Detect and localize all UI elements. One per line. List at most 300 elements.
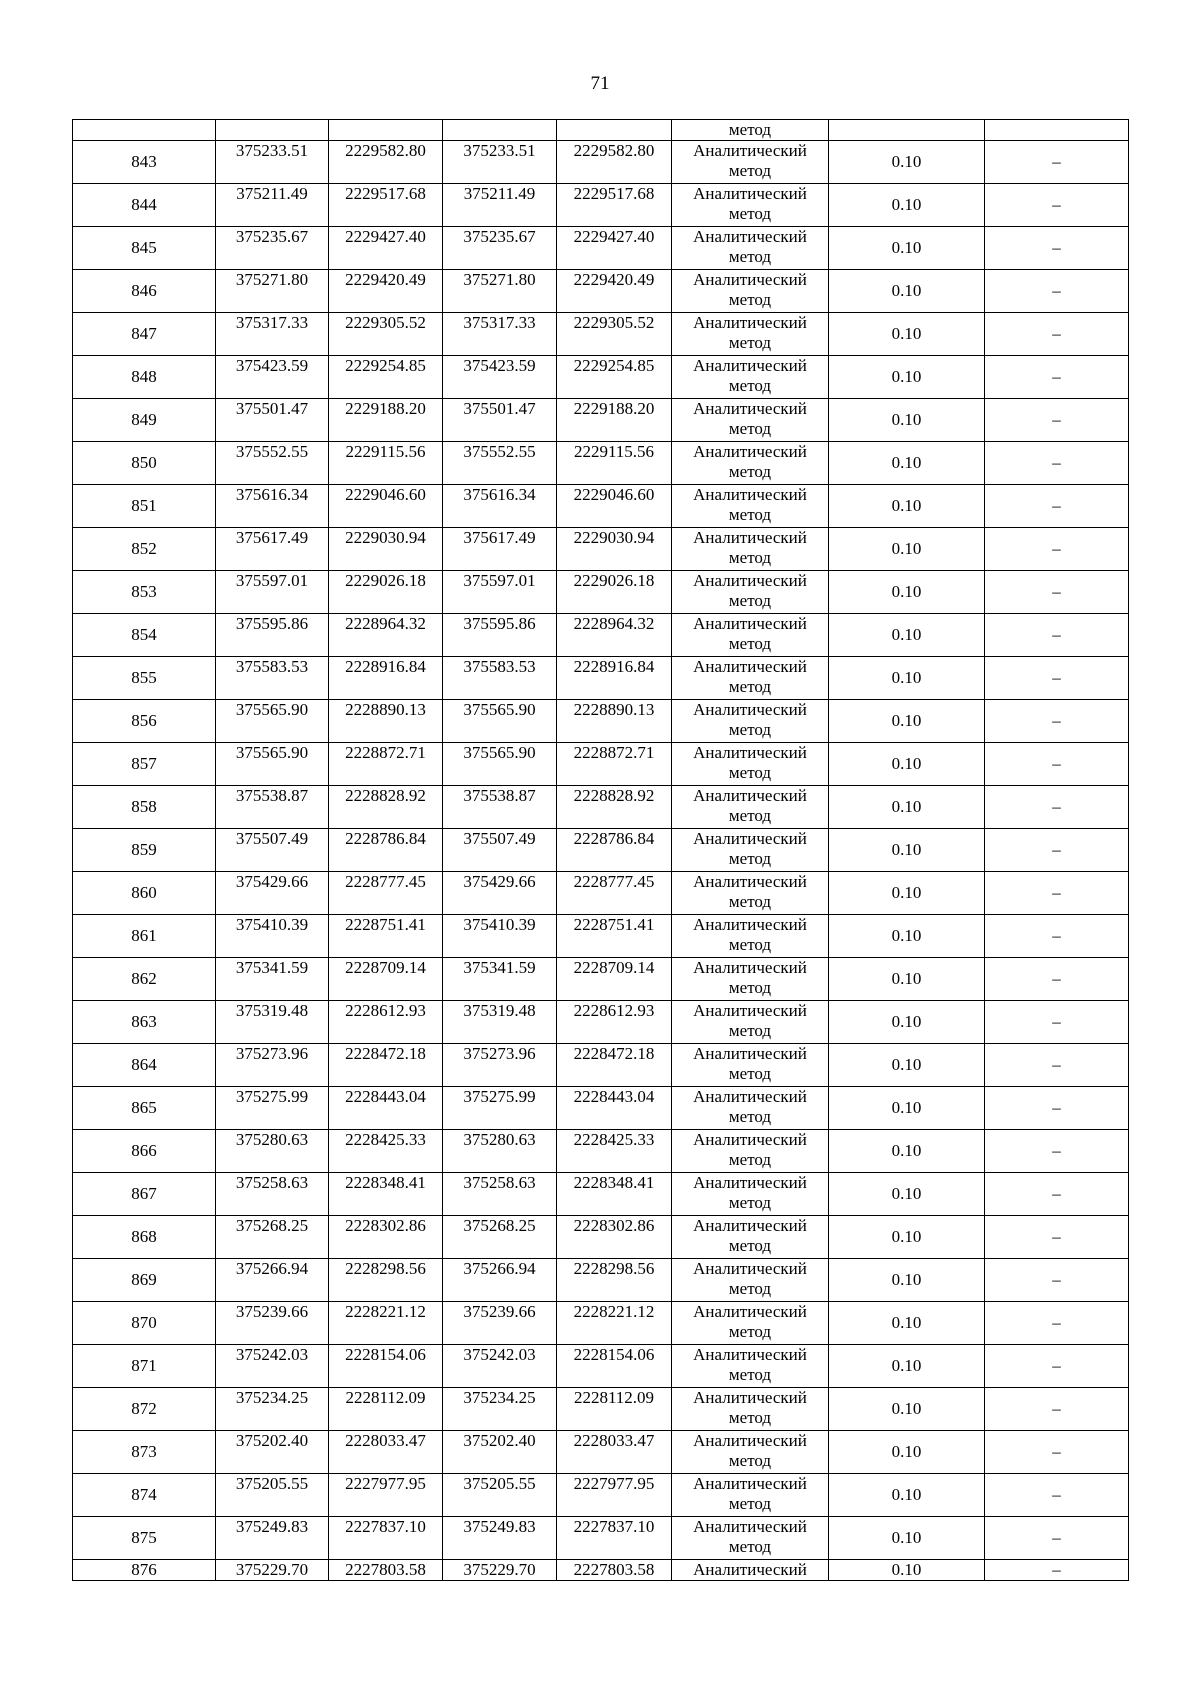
- method-line: метод: [728, 1021, 772, 1040]
- note-cell: –: [985, 1259, 1129, 1302]
- y-coordinate-cell: 2228154.06: [329, 1345, 443, 1388]
- method-cell: [672, 1345, 829, 1388]
- x-coordinate-cell: 375205.55: [443, 1474, 557, 1517]
- method-line: метод: [728, 1365, 772, 1384]
- method-line: Аналитический: [693, 571, 807, 590]
- point-number-cell: 865: [73, 1087, 216, 1130]
- y-coordinate-cell: 2228112.09: [557, 1388, 672, 1431]
- accuracy-cell: 0.10: [829, 141, 985, 184]
- y-coordinate-cell: 2229026.18: [557, 571, 672, 614]
- method-cell: [672, 1130, 829, 1173]
- accuracy-cell: 0.10: [829, 442, 985, 485]
- method-cell: [672, 1173, 829, 1216]
- x-coordinate-cell: 375268.25: [216, 1216, 329, 1259]
- x-coordinate-cell: 375341.59: [443, 958, 557, 1001]
- method-line: метод: [728, 290, 772, 309]
- method-line: метод: [728, 591, 772, 610]
- x-coordinate-cell: 375429.66: [216, 872, 329, 915]
- table-row: [73, 958, 1129, 1001]
- note-cell: –: [985, 141, 1129, 184]
- x-coordinate-cell: 375275.99: [216, 1087, 329, 1130]
- accuracy-cell: 0.10: [829, 657, 985, 700]
- method-line: метод: [728, 376, 772, 395]
- method-line: Аналитический: [693, 614, 807, 633]
- table-row: [73, 571, 1129, 614]
- accuracy-cell: 0.10: [829, 227, 985, 270]
- x-coordinate-cell: 375583.53: [443, 657, 557, 700]
- y-coordinate-cell: 2229115.56: [557, 442, 672, 485]
- method-line: Аналитический: [693, 1259, 807, 1278]
- y-coordinate-cell: 2228786.84: [329, 829, 443, 872]
- method-cell: [672, 1216, 829, 1259]
- accuracy-cell: 0.10: [829, 1173, 985, 1216]
- method-cell: [672, 1388, 829, 1431]
- method-line: Аналитический: [693, 915, 807, 934]
- method-cell: [672, 356, 829, 399]
- method-continuation-cell: метод: [672, 120, 829, 141]
- x-coordinate-cell: 375317.33: [216, 313, 329, 356]
- y-coordinate-cell: 2227837.10: [329, 1517, 443, 1560]
- accuracy-cell: 0.10: [829, 915, 985, 958]
- method-line: метод: [728, 204, 772, 223]
- y-coordinate-cell: 2229030.94: [557, 528, 672, 571]
- note-cell: –: [985, 1302, 1129, 1345]
- accuracy-cell: 0.10: [829, 399, 985, 442]
- y-coordinate-cell: 2228890.13: [557, 700, 672, 743]
- table-row: [73, 1173, 1129, 1216]
- y-coordinate-cell: 2228298.56: [329, 1259, 443, 1302]
- method-line: метод: [728, 1408, 772, 1427]
- y-coordinate-cell: 2228751.41: [557, 915, 672, 958]
- note-cell: –: [985, 1001, 1129, 1044]
- method-cell: [672, 872, 829, 915]
- x-coordinate-cell: 375616.34: [216, 485, 329, 528]
- method-line: Аналитический: [693, 313, 807, 332]
- note-cell: –: [985, 399, 1129, 442]
- point-number-cell: 867: [73, 1173, 216, 1216]
- method-cell: [672, 227, 829, 270]
- y-coordinate-cell: 2228298.56: [557, 1259, 672, 1302]
- method-line: метод: [728, 806, 772, 825]
- method-cell: [672, 1431, 829, 1474]
- x-coordinate-cell: 375565.90: [443, 743, 557, 786]
- table-row: [73, 356, 1129, 399]
- y-coordinate-cell: 2227803.58: [329, 1560, 443, 1581]
- x-coordinate-cell: 375595.86: [216, 614, 329, 657]
- page-number: 71: [590, 73, 610, 94]
- point-number-cell: 874: [73, 1474, 216, 1517]
- x-coordinate-cell: 375423.59: [443, 356, 557, 399]
- method-line: метод: [728, 763, 772, 782]
- y-coordinate-cell: 2229427.40: [557, 227, 672, 270]
- method-cell: [672, 829, 829, 872]
- note-cell: –: [985, 614, 1129, 657]
- x-coordinate-cell: 375552.55: [216, 442, 329, 485]
- method-line: метод: [728, 1107, 772, 1126]
- x-coordinate-cell: 375205.55: [216, 1474, 329, 1517]
- note-cell: –: [985, 872, 1129, 915]
- method-cell: [672, 1560, 829, 1581]
- method-cell: [672, 442, 829, 485]
- x-coordinate-cell: 375258.63: [443, 1173, 557, 1216]
- table-row: [73, 1087, 1129, 1130]
- accuracy-cell: 0.10: [829, 1560, 985, 1581]
- y-coordinate-cell: 2229254.85: [329, 356, 443, 399]
- table-row: [73, 528, 1129, 571]
- table-row: [73, 657, 1129, 700]
- point-number-cell: 871: [73, 1345, 216, 1388]
- y-coordinate-cell: 2228709.14: [329, 958, 443, 1001]
- x-coordinate-cell: 375410.39: [443, 915, 557, 958]
- method-cell: [672, 1001, 829, 1044]
- x-coordinate-cell: 375273.96: [443, 1044, 557, 1087]
- method-line: Аналитический: [693, 1302, 807, 1321]
- method-line: Аналитический: [693, 958, 807, 977]
- cell-empty: [829, 120, 985, 141]
- y-coordinate-cell: 2229030.94: [329, 528, 443, 571]
- y-coordinate-cell: 2229517.68: [557, 184, 672, 227]
- point-number-cell: 856: [73, 700, 216, 743]
- accuracy-cell: 0.10: [829, 1431, 985, 1474]
- x-coordinate-cell: 375249.83: [216, 1517, 329, 1560]
- accuracy-cell: 0.10: [829, 1216, 985, 1259]
- point-number-cell: 849: [73, 399, 216, 442]
- y-coordinate-cell: 2228751.41: [329, 915, 443, 958]
- x-coordinate-cell: 375202.40: [216, 1431, 329, 1474]
- y-coordinate-cell: 2228443.04: [329, 1087, 443, 1130]
- x-coordinate-cell: 375211.49: [443, 184, 557, 227]
- note-cell: –: [985, 184, 1129, 227]
- x-coordinate-cell: 375233.51: [443, 141, 557, 184]
- x-coordinate-cell: 375616.34: [443, 485, 557, 528]
- y-coordinate-cell: 2228348.41: [557, 1173, 672, 1216]
- method-line: Аналитический: [693, 1517, 807, 1536]
- x-coordinate-cell: 375595.86: [443, 614, 557, 657]
- method-line: метод: [728, 505, 772, 524]
- x-coordinate-cell: 375234.25: [216, 1388, 329, 1431]
- x-coordinate-cell: 375202.40: [443, 1431, 557, 1474]
- method-line: метод: [728, 1494, 772, 1513]
- method-line: Аналитический: [693, 872, 807, 891]
- x-coordinate-cell: 375617.49: [216, 528, 329, 571]
- y-coordinate-cell: 2229305.52: [329, 313, 443, 356]
- table-row: [73, 1474, 1129, 1517]
- note-cell: –: [985, 829, 1129, 872]
- note-cell: –: [985, 270, 1129, 313]
- method-line: Аналитический: [693, 227, 807, 246]
- y-coordinate-cell: 2228221.12: [557, 1302, 672, 1345]
- cell-empty: [985, 120, 1129, 141]
- x-coordinate-cell: 375239.66: [216, 1302, 329, 1345]
- method-line: Аналитический: [693, 184, 807, 203]
- x-coordinate-cell: 375239.66: [443, 1302, 557, 1345]
- method-cell: [672, 743, 829, 786]
- x-coordinate-cell: 375501.47: [216, 399, 329, 442]
- y-coordinate-cell: 2228777.45: [329, 872, 443, 915]
- table-row: [73, 872, 1129, 915]
- accuracy-cell: 0.10: [829, 270, 985, 313]
- y-coordinate-cell: 2229582.80: [557, 141, 672, 184]
- accuracy-cell: 0.10: [829, 1087, 985, 1130]
- x-coordinate-cell: 375429.66: [443, 872, 557, 915]
- x-coordinate-cell: 375538.87: [443, 786, 557, 829]
- y-coordinate-cell: 2228786.84: [557, 829, 672, 872]
- method-line: метод: [728, 978, 772, 997]
- method-line: метод: [728, 1322, 772, 1341]
- accuracy-cell: 0.10: [829, 1259, 985, 1302]
- method-cell: [672, 614, 829, 657]
- cell-empty: [73, 120, 216, 141]
- y-coordinate-cell: 2228890.13: [329, 700, 443, 743]
- accuracy-cell: 0.10: [829, 184, 985, 227]
- point-number-cell: 862: [73, 958, 216, 1001]
- x-coordinate-cell: 375235.67: [443, 227, 557, 270]
- method-line: метод: [728, 1064, 772, 1083]
- x-coordinate-cell: 375565.90: [443, 700, 557, 743]
- note-cell: –: [985, 1345, 1129, 1388]
- y-coordinate-cell: 2228472.18: [557, 1044, 672, 1087]
- accuracy-cell: 0.10: [829, 958, 985, 1001]
- method-cell: [672, 571, 829, 614]
- method-cell: [672, 313, 829, 356]
- method-line: Аналитический: [693, 1216, 807, 1235]
- point-number-cell: 843: [73, 141, 216, 184]
- y-coordinate-cell: 2229254.85: [557, 356, 672, 399]
- x-coordinate-cell: 375565.90: [216, 700, 329, 743]
- y-coordinate-cell: 2228916.84: [557, 657, 672, 700]
- x-coordinate-cell: 375565.90: [216, 743, 329, 786]
- point-number-cell: 853: [73, 571, 216, 614]
- y-coordinate-cell: 2228033.47: [329, 1431, 443, 1474]
- x-coordinate-cell: 375249.83: [443, 1517, 557, 1560]
- accuracy-cell: 0.10: [829, 356, 985, 399]
- point-number-cell: 857: [73, 743, 216, 786]
- table-body: [73, 120, 1129, 1581]
- table-row: [73, 270, 1129, 313]
- y-coordinate-cell: 2229427.40: [329, 227, 443, 270]
- method-cell: [672, 485, 829, 528]
- accuracy-cell: 0.10: [829, 1388, 985, 1431]
- y-coordinate-cell: 2228872.71: [557, 743, 672, 786]
- x-coordinate-cell: 375271.80: [216, 270, 329, 313]
- y-coordinate-cell: 2229420.49: [557, 270, 672, 313]
- point-number-cell: 859: [73, 829, 216, 872]
- continuation-row: [73, 120, 1129, 141]
- x-coordinate-cell: 375266.94: [216, 1259, 329, 1302]
- x-coordinate-cell: 375423.59: [216, 356, 329, 399]
- method-cell: [672, 184, 829, 227]
- accuracy-cell: 0.10: [829, 1130, 985, 1173]
- x-coordinate-cell: 375552.55: [443, 442, 557, 485]
- point-number-cell: 868: [73, 1216, 216, 1259]
- accuracy-cell: 0.10: [829, 1345, 985, 1388]
- table-row: [73, 399, 1129, 442]
- method-line: метод: [728, 849, 772, 868]
- method-line: Аналитический: [693, 1044, 807, 1063]
- table-row: [73, 915, 1129, 958]
- table-row: [73, 227, 1129, 270]
- note-cell: –: [985, 1216, 1129, 1259]
- point-number-cell: 863: [73, 1001, 216, 1044]
- y-coordinate-cell: 2229305.52: [557, 313, 672, 356]
- cell-empty: [329, 120, 443, 141]
- method-line: Аналитический: [693, 1087, 807, 1106]
- x-coordinate-cell: 375234.25: [443, 1388, 557, 1431]
- point-number-cell: 860: [73, 872, 216, 915]
- x-coordinate-cell: 375507.49: [216, 829, 329, 872]
- method-line: Аналитический: [693, 528, 807, 547]
- table-row: [73, 184, 1129, 227]
- accuracy-cell: 0.10: [829, 829, 985, 872]
- y-coordinate-cell: 2228425.33: [557, 1130, 672, 1173]
- point-number-cell: 847: [73, 313, 216, 356]
- y-coordinate-cell: 2227837.10: [557, 1517, 672, 1560]
- accuracy-cell: 0.10: [829, 743, 985, 786]
- method-line: метод: [728, 548, 772, 567]
- coordinates-table: [72, 119, 1129, 1581]
- accuracy-cell: 0.10: [829, 1517, 985, 1560]
- method-line: Аналитический: [693, 657, 807, 676]
- y-coordinate-cell: 2228112.09: [329, 1388, 443, 1431]
- method-cell: [672, 1302, 829, 1345]
- y-coordinate-cell: 2228302.86: [557, 1216, 672, 1259]
- note-cell: –: [985, 442, 1129, 485]
- accuracy-cell: 0.10: [829, 313, 985, 356]
- x-coordinate-cell: 375410.39: [216, 915, 329, 958]
- x-coordinate-cell: 375538.87: [216, 786, 329, 829]
- y-coordinate-cell: 2227803.58: [557, 1560, 672, 1581]
- note-cell: –: [985, 1044, 1129, 1087]
- x-coordinate-cell: 375617.49: [443, 528, 557, 571]
- accuracy-cell: 0.10: [829, 1302, 985, 1345]
- cell-empty: [443, 120, 557, 141]
- y-coordinate-cell: 2228828.92: [557, 786, 672, 829]
- y-coordinate-cell: 2228828.92: [329, 786, 443, 829]
- method-cell: [672, 657, 829, 700]
- method-cell: [672, 1087, 829, 1130]
- method-line: Аналитический: [693, 1431, 807, 1450]
- note-cell: –: [985, 958, 1129, 1001]
- method-cell: [672, 270, 829, 313]
- table-row: [73, 1216, 1129, 1259]
- y-coordinate-cell: 2229188.20: [557, 399, 672, 442]
- x-coordinate-cell: 375233.51: [216, 141, 329, 184]
- x-coordinate-cell: 375242.03: [216, 1345, 329, 1388]
- accuracy-cell: 0.10: [829, 872, 985, 915]
- point-number-cell: 848: [73, 356, 216, 399]
- x-coordinate-cell: 375229.70: [216, 1560, 329, 1581]
- point-number-cell: 852: [73, 528, 216, 571]
- method-line: Аналитический: [693, 700, 807, 719]
- y-coordinate-cell: 2229046.60: [329, 485, 443, 528]
- method-cell: [672, 528, 829, 571]
- table-row: [73, 614, 1129, 657]
- point-number-cell: 861: [73, 915, 216, 958]
- table-row: [73, 1302, 1129, 1345]
- point-number-cell: 872: [73, 1388, 216, 1431]
- method-line: Аналитический: [693, 1560, 807, 1579]
- table-row: [73, 313, 1129, 356]
- method-line: Аналитический: [693, 270, 807, 289]
- table-row: [73, 141, 1129, 184]
- table-row: [73, 1388, 1129, 1431]
- point-number-cell: 858: [73, 786, 216, 829]
- x-coordinate-cell: 375275.99: [443, 1087, 557, 1130]
- method-line: Аналитический: [693, 1474, 807, 1493]
- table-row: [73, 1130, 1129, 1173]
- point-number-cell: 851: [73, 485, 216, 528]
- y-coordinate-cell: 2229420.49: [329, 270, 443, 313]
- x-coordinate-cell: 375258.63: [216, 1173, 329, 1216]
- x-coordinate-cell: 375229.70: [443, 1560, 557, 1581]
- table-row: [73, 1431, 1129, 1474]
- point-number-cell: 869: [73, 1259, 216, 1302]
- note-cell: –: [985, 485, 1129, 528]
- point-number-cell: 854: [73, 614, 216, 657]
- accuracy-cell: 0.10: [829, 571, 985, 614]
- y-coordinate-cell: 2228777.45: [557, 872, 672, 915]
- x-coordinate-cell: 375273.96: [216, 1044, 329, 1087]
- method-line: метод: [728, 333, 772, 352]
- accuracy-cell: 0.10: [829, 1044, 985, 1087]
- note-cell: –: [985, 1173, 1129, 1216]
- y-coordinate-cell: 2229115.56: [329, 442, 443, 485]
- method-line: метод: [728, 1279, 772, 1298]
- method-line: метод: [728, 1150, 772, 1169]
- point-number-cell: 864: [73, 1044, 216, 1087]
- point-number-cell: 875: [73, 1517, 216, 1560]
- method-line: Аналитический: [693, 786, 807, 805]
- method-line: метод: [728, 1193, 772, 1212]
- table-row: [73, 1517, 1129, 1560]
- method-line: метод: [728, 462, 772, 481]
- y-coordinate-cell: 2228964.32: [329, 614, 443, 657]
- y-coordinate-cell: 2228612.93: [329, 1001, 443, 1044]
- note-cell: –: [985, 571, 1129, 614]
- point-number-cell: 846: [73, 270, 216, 313]
- point-number-cell: 850: [73, 442, 216, 485]
- method-line: Аналитический: [693, 1001, 807, 1020]
- note-cell: –: [985, 313, 1129, 356]
- x-coordinate-cell: 375280.63: [443, 1130, 557, 1173]
- method-line: метод: [728, 634, 772, 653]
- method-line: метод: [728, 247, 772, 266]
- y-coordinate-cell: 2228472.18: [329, 1044, 443, 1087]
- note-cell: –: [985, 1087, 1129, 1130]
- method-line: Аналитический: [693, 485, 807, 504]
- method-line: Аналитический: [693, 743, 807, 762]
- y-coordinate-cell: 2228709.14: [557, 958, 672, 1001]
- method-line: Аналитический: [693, 1173, 807, 1192]
- note-cell: –: [985, 700, 1129, 743]
- x-coordinate-cell: 375242.03: [443, 1345, 557, 1388]
- x-coordinate-cell: 375317.33: [443, 313, 557, 356]
- accuracy-cell: 0.10: [829, 614, 985, 657]
- x-coordinate-cell: 375597.01: [443, 571, 557, 614]
- table-row: [73, 700, 1129, 743]
- method-cell: [672, 700, 829, 743]
- table-row: [73, 743, 1129, 786]
- y-coordinate-cell: 2228612.93: [557, 1001, 672, 1044]
- y-coordinate-cell: 2229582.80: [329, 141, 443, 184]
- method-line: метод: [728, 419, 772, 438]
- method-line: Аналитический: [693, 1130, 807, 1149]
- x-coordinate-cell: 375597.01: [216, 571, 329, 614]
- point-number-cell: 870: [73, 1302, 216, 1345]
- note-cell: –: [985, 356, 1129, 399]
- method-cell: [672, 1474, 829, 1517]
- y-coordinate-cell: 2228221.12: [329, 1302, 443, 1345]
